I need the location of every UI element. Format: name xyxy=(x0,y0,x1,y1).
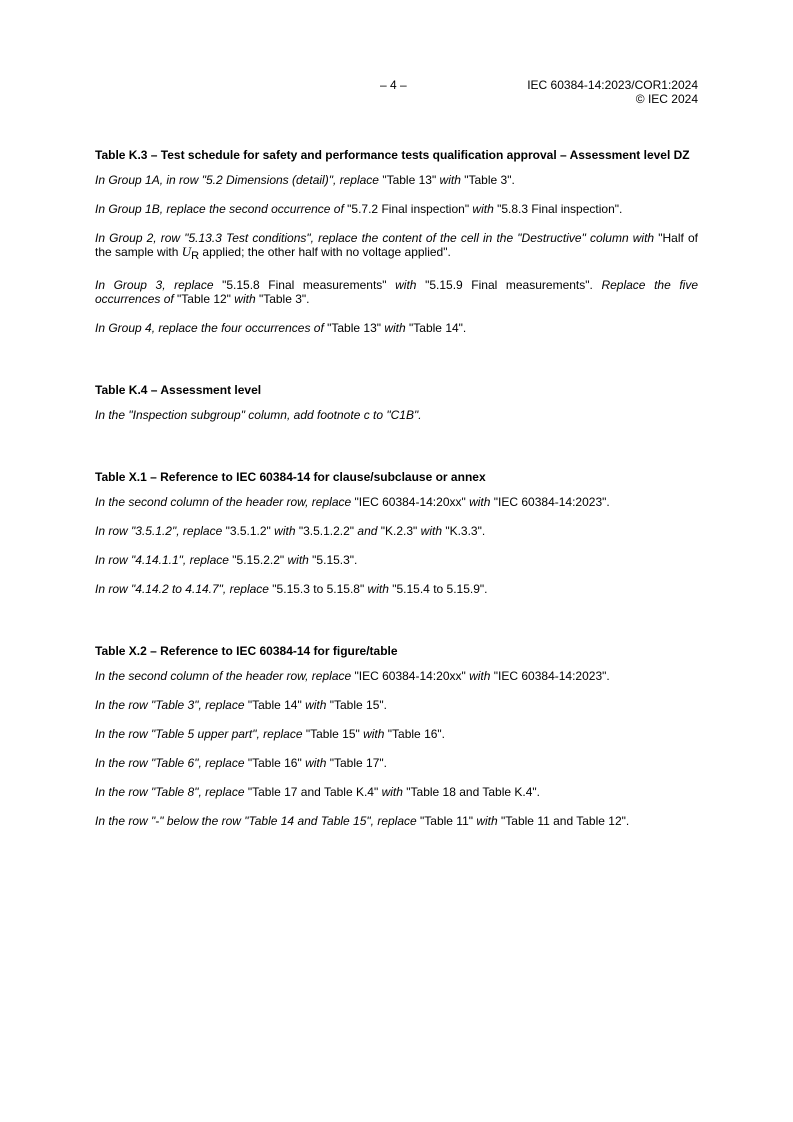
paragraph-x1-2: In row "3.5.1.2", replace "3.5.1.2" with "3.5.1.2.2" and "K.2.3" with "K.3.3". xyxy=(95,524,486,538)
paragraph-x2-5: In the row "Table 8", replace "Table 17 and Table K.4" with "Table 18 and Table K.4". xyxy=(95,785,540,799)
page-header-right xyxy=(527,78,698,106)
page-number: – 4 – xyxy=(380,78,407,92)
paragraph-x1-4: In row "4.14.2 to 4.14.7", replace "5.15.3 to 5.15.8" with "5.15.4 to 5.15.9". xyxy=(95,582,488,596)
section-heading-k3: Table K.3 – Test schedule for safety and performance tests qualification approval – Assessment level DZ xyxy=(95,148,690,162)
paragraph-k4-1: In the "Inspection subgroup" column, add footnote c to "C1B". xyxy=(95,408,422,422)
paragraph-x2-4: In the row "Table 6", replace "Table 16" with "Table 17". xyxy=(95,756,387,770)
section-heading-k4: Table K.4 – Assessment level xyxy=(95,383,262,397)
copyright-line: © IEC 2024 xyxy=(635,92,698,106)
section-heading-x2: Table X.2 – Reference to IEC 60384-14 for figure/table xyxy=(95,644,398,658)
paragraph-x1-3: In row "4.14.1.1", replace "5.15.2.2" with "5.15.3". xyxy=(95,553,358,567)
document-id: IEC 60384-14:2023/COR1:2024 xyxy=(527,78,698,92)
paragraph-k3-4: In Group 3, replace "5.15.8 Final measurements" with "5.15.9 Final measurements". Replace the five occurrences of "Table 12" with "Table 3". xyxy=(95,278,699,306)
section-heading-x1: Table X.1 – Reference to IEC 60384-14 for clause/subclause or annex xyxy=(95,470,486,484)
paragraph-x2-2: In the row "Table 3", replace "Table 14" with "Table 15". xyxy=(95,698,387,712)
paragraph-x2-6: In the row "-" below the row "Table 14 and Table 15", replace "Table 11" with "Table 11 and Table 12". xyxy=(95,814,630,828)
paragraph-x2-1: In the second column of the header row, replace "IEC 60384-14:20xx" with "IEC 60384-14:2023". xyxy=(95,669,610,683)
paragraph-x1-1: In the second column of the header row, replace "IEC 60384-14:20xx" with "IEC 60384-14:2023". xyxy=(95,495,610,509)
paragraph-x2-3: In the row "Table 5 upper part", replace "Table 15" with "Table 16". xyxy=(95,727,446,741)
paragraph-k3-5: In Group 4, replace the four occurrences of "Table 13" with "Table 14". xyxy=(95,321,467,335)
paragraph-k3-1: In Group 1A, in row "5.2 Dimensions (detail)", replace "Table 13" with "Table 3". xyxy=(95,173,515,187)
paragraph-k3-2: In Group 1B, replace the second occurrence of "5.7.2 Final inspection" with "5.8.3 Final inspection". xyxy=(95,202,623,216)
rated-voltage-symbol: $U_R$ xyxy=(181,244,200,262)
paragraph-k3-3: In Group 2, row "5.13.3 Test conditions", replace the content of the cell in the "Destructive" column with "Half of the sample with $U_R$ applied; the other half with no voltage applied". xyxy=(95,231,698,262)
page-body xyxy=(95,148,698,828)
